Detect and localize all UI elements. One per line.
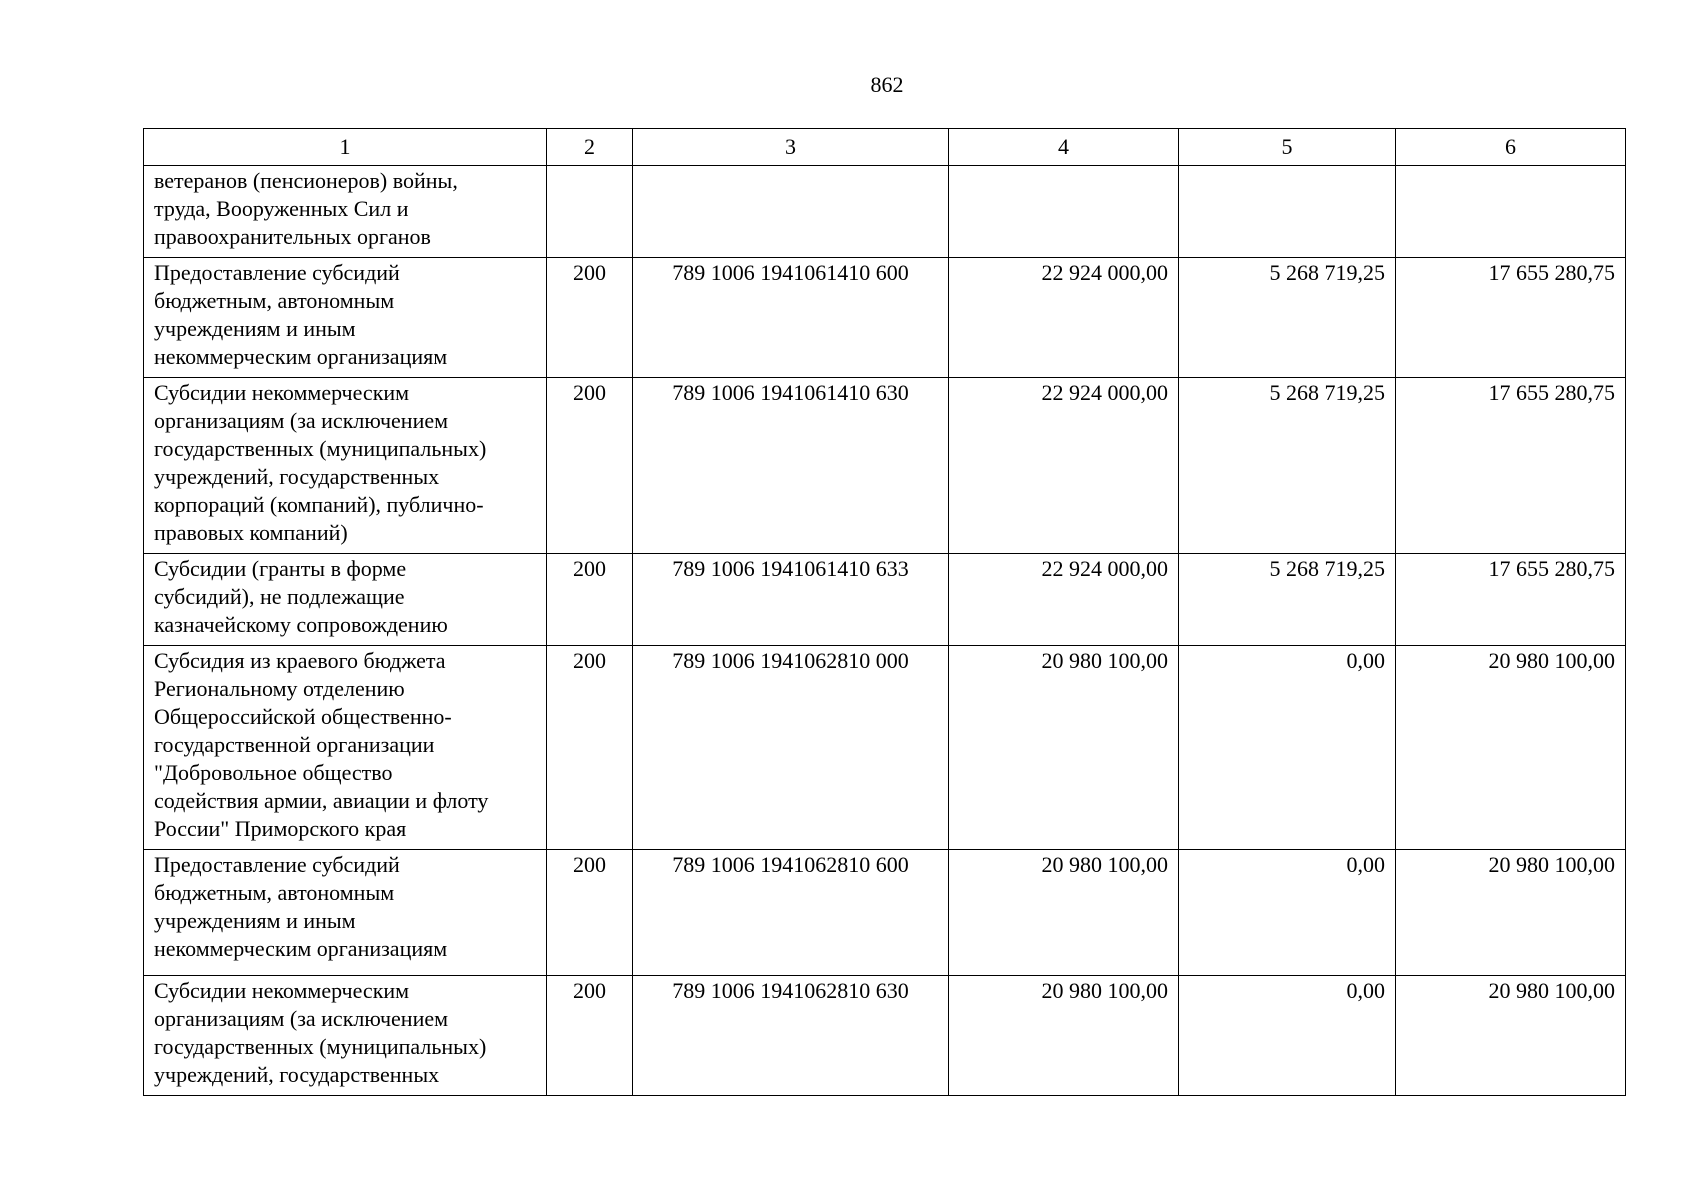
row-amount-planned: 20 980 100,00 <box>949 646 1179 850</box>
table-row <box>144 166 1626 258</box>
row-description: ветеранов (пенсионеров) войны, труда, Вооруженных Сил и правоохранительных органов <box>144 166 547 258</box>
row-amount-planned: 22 924 000,00 <box>949 554 1179 646</box>
row-code: 789 1006 1941061410 630 <box>633 378 949 554</box>
row-amount-planned: 20 980 100,00 <box>949 850 1179 976</box>
row-status: 200 <box>547 850 633 976</box>
row-code: 789 1006 1941062810 630 <box>633 976 949 1096</box>
row-amount-executed: 0,00 <box>1179 976 1396 1096</box>
row-description: Субсидии (гранты в форме субсидий), не подлежащие казначейскому сопровождению <box>144 554 547 646</box>
column-header-3: 3 <box>633 129 949 166</box>
row-amount-planned: 22 924 000,00 <box>949 258 1179 378</box>
row-amount-remaining: 17 655 280,75 <box>1396 258 1626 378</box>
row-status: 200 <box>547 258 633 378</box>
table-row <box>144 976 1626 1096</box>
row-amount-executed: 5 268 719,25 <box>1179 554 1396 646</box>
row-amount-remaining: 17 655 280,75 <box>1396 378 1626 554</box>
budget-table <box>143 128 1626 1096</box>
page-number: 862 <box>870 72 904 97</box>
table-row <box>144 646 1626 850</box>
table-row <box>144 378 1626 554</box>
row-amount-planned <box>949 166 1179 258</box>
row-amount-remaining: 20 980 100,00 <box>1396 976 1626 1096</box>
row-description: Субсидия из краевого бюджета Региональному отделению Общероссийской общественно- государственной организации "Добровольное общество содействия армии, авиации и флоту России" Приморского края <box>144 646 547 850</box>
table-header <box>144 129 1626 166</box>
row-amount-planned: 20 980 100,00 <box>949 976 1179 1096</box>
row-status: 200 <box>547 554 633 646</box>
column-header-1: 1 <box>144 129 547 166</box>
row-status <box>547 166 633 258</box>
row-amount-planned: 22 924 000,00 <box>949 378 1179 554</box>
row-status: 200 <box>547 976 633 1096</box>
row-description: Предоставление субсидий бюджетным, автономным учреждениям и иным некоммерческим организациям <box>144 258 547 378</box>
row-amount-remaining: 20 980 100,00 <box>1396 850 1626 976</box>
row-code <box>633 166 949 258</box>
row-amount-executed: 5 268 719,25 <box>1179 258 1396 378</box>
column-header-2: 2 <box>547 129 633 166</box>
row-amount-remaining <box>1396 166 1626 258</box>
row-code: 789 1006 1941062810 600 <box>633 850 949 976</box>
row-amount-executed: 0,00 <box>1179 646 1396 850</box>
row-description: Субсидии некоммерческим организациям (за исключением государственных (муниципальных) учреждений, государственных корпораций (компаний), публично- правовых компаний) <box>144 378 547 554</box>
row-amount-executed: 0,00 <box>1179 850 1396 976</box>
table-row <box>144 258 1626 378</box>
row-code: 789 1006 1941062810 000 <box>633 646 949 850</box>
row-code: 789 1006 1941061410 600 <box>633 258 949 378</box>
table-row <box>144 554 1626 646</box>
header-row <box>144 129 1626 166</box>
column-header-5: 5 <box>1179 129 1396 166</box>
table-row <box>144 850 1626 976</box>
row-description: Предоставление субсидий бюджетным, автономным учреждениям и иным некоммерческим организациям <box>144 850 547 976</box>
row-amount-executed: 5 268 719,25 <box>1179 378 1396 554</box>
row-description: Субсидии некоммерческим организациям (за исключением государственных (муниципальных) учреждений, государственных <box>144 976 547 1096</box>
row-code: 789 1006 1941061410 633 <box>633 554 949 646</box>
row-status: 200 <box>547 646 633 850</box>
row-amount-remaining: 17 655 280,75 <box>1396 554 1626 646</box>
column-header-4: 4 <box>949 129 1179 166</box>
row-amount-remaining: 20 980 100,00 <box>1396 646 1626 850</box>
row-amount-executed <box>1179 166 1396 258</box>
table-body <box>144 166 1626 1096</box>
column-header-6: 6 <box>1396 129 1626 166</box>
row-status: 200 <box>547 378 633 554</box>
